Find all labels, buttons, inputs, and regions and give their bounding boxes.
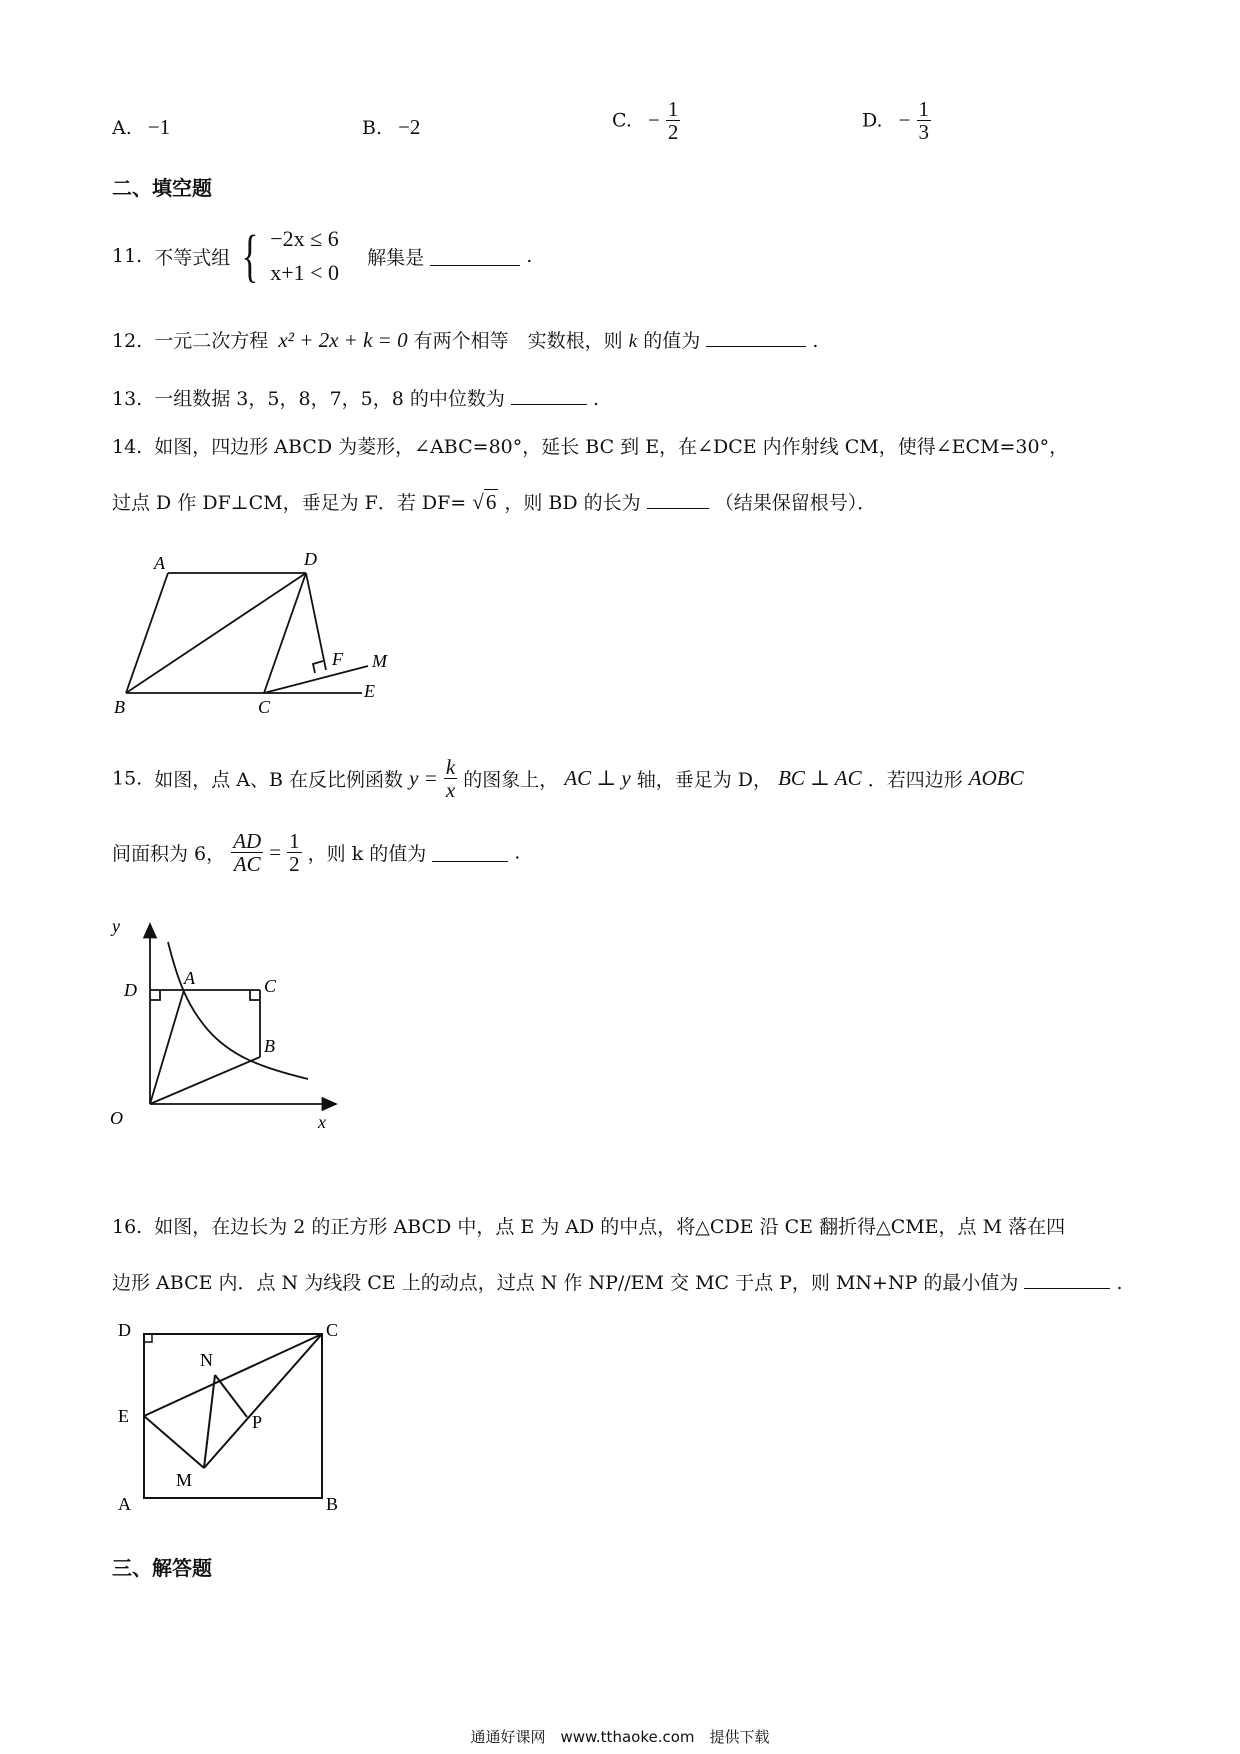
q14-sqrt-value: 6 [485,490,497,514]
q14-right-angle-mark [313,661,323,673]
q16-label-a: A [118,1494,131,1514]
q15-label-o: O [110,1108,123,1128]
q15-func-den: x [445,778,456,803]
q15-line1-b: 的图象上， [463,769,559,792]
q11-prefix: 不等式组 [154,246,231,269]
q15-line2-a: 间面积为 6， [112,843,226,866]
q15-right-angle-c [250,990,260,1000]
q15-line1-g: AOBC [968,766,1024,791]
q15-half-num: 1 [289,829,300,853]
q15-label-b: B [264,1036,275,1056]
q14-seg-df [306,573,326,670]
q14-label-m: M [372,651,387,671]
question-14-line1 [112,432,1068,459]
q14-label-f: F [332,649,343,669]
option-d-label: D. [862,109,883,132]
q16-label-p: P [252,1412,263,1432]
option-c-fraction [666,98,681,143]
q13-answer-blank[interactable] [511,386,587,405]
q15-line1-a: 如图，点 A、B 在反比例函数 [154,769,404,792]
q14-label-d: D [304,549,317,569]
q14-side-cd [264,573,306,693]
q15-eq: = [269,840,282,865]
q16-right-angle-d [144,1334,152,1342]
section-3-heading: 三、解答题 [112,1556,212,1580]
option-c-sign: − [647,108,660,133]
q15-ratio-num: AD [233,829,262,853]
q16-seg-mc [204,1334,322,1468]
option-b-label: B. [362,117,383,139]
option-a [112,115,170,140]
option-c-den: 2 [667,120,679,145]
q11-suffix: 解集是 [367,246,425,269]
q14-answer-blank[interactable] [647,490,709,509]
q15-func-lhs: y = [409,766,438,791]
option-d-sign: − [898,108,911,133]
q15-seg-ob [150,1057,260,1104]
q11-brace: { [241,223,259,289]
q12-prefix: 一元二次方程 [154,330,269,352]
q14-line1: 如图，四边形 ABCD 为菱形，∠ABC=80°，延长 BC 到 E，在∠DCE 内作射线 CM，使得∠ECM=30°， [154,436,1069,458]
q16-seg-mn [204,1375,215,1468]
q14-label-c: C [258,697,271,717]
q13-text: 一组数据 3，5，8，7，5，8 的中位数为 [154,388,505,410]
q15-right-angle-d [150,990,160,1000]
q15-label-y: y [112,916,120,936]
q16-number: 16. [112,1216,143,1238]
q15-hyperbola [168,942,308,1079]
q14-label-a: A [154,553,165,573]
q16-line1: 如图，在边长为 2 的正方形 ABCD 中，点 E 为 AD 的中点，将△CDE 沿 CE 翻折得△CME，点 M 落在四 [154,1216,1066,1238]
q16-seg-em [144,1416,204,1468]
q12-answer-blank[interactable] [706,328,806,347]
q14-side-ab [126,573,168,693]
q15-line1-f: ．若四边形 [867,769,963,792]
q12-middle: 有两个相等 实数根，则 [413,330,623,352]
q14-diag-bd [126,573,306,693]
option-c-label: C. [612,109,632,132]
q15-line2-b: ，则 k 的值为 [307,843,427,866]
question-12: 12. 一元二次方程 x² + 2x + k = 0 有两个相等 实数根，则 k 的值为 . [112,328,819,352]
q14-number: 14. [112,436,143,458]
q15-seg-oa [150,990,184,1104]
q11-line2: x+1 < 0 [270,260,340,286]
q16-label-b: B [326,1494,339,1514]
question-11: 11. 不等式组 { −2x ≤ 6 x+1 < 0 解集是 . [112,222,532,290]
q16-label-c: C [326,1320,339,1340]
question-15-line2: 间面积为 6， $\frac{AD}{AC}$ = $\frac{1}{2}$ ，则 k 的值为 . [112,829,521,877]
option-d-num: 1 [918,97,930,121]
q14-figure [110,545,400,715]
question-16-line2: 边形 ABCE 内．点 N 为线段 CE 上的动点，过点 N 作 NP//EM 交 MC 于点 P，则 MN+NP 的最小值为 . [112,1272,1123,1294]
q14-label-e: E [364,681,375,701]
option-d-den: 3 [918,120,930,145]
q15-line1-e: BC ⊥ AC [778,766,862,791]
option-c-num: 1 [667,97,679,121]
q12-suffix: 的值为 [643,330,701,352]
q15-answer-blank[interactable] [432,843,508,862]
q16-line2: 边形 ABCE 内．点 N 为线段 CE 上的动点，过点 N 作 NP//EM 交 MC 于点 P，则 MN+NP 的最小值为 [112,1272,1019,1294]
q13-number: 13. [112,388,143,410]
question-14-line2 [112,488,876,515]
q14-line2-c: （结果保留根号）． [714,492,877,514]
q14-sqrt: √6 [472,490,497,514]
q15-half-den: 2 [289,852,300,877]
q15-figure [110,912,348,1137]
q15-label-c: C [264,976,277,996]
q14-line2-a: 过点 D 作 DF⊥CM，垂足为 F．若 DF= [112,492,467,514]
q15-ratio-fraction [231,830,263,875]
q15-func-fraction [444,756,457,801]
option-a-label: A. [112,117,132,139]
q11-line1: −2x ≤ 6 [270,226,339,251]
q15-label-x: x [318,1112,326,1132]
q14-ray-cm [264,666,368,693]
page-footer: 通通好课网 www.tthaoke.com 提供下载 [470,1728,770,1746]
q16-label-e: E [118,1406,129,1426]
q15-label-a: A [184,968,195,988]
q12-number: 12. [112,330,143,352]
q12-var: k [628,331,638,352]
q12-equation: x² + 2x + k = 0 [278,328,408,352]
option-b-value: −2 [398,115,421,139]
q16-label-m: M [176,1470,193,1490]
q11-number: 11. [112,245,143,268]
question-13: 13. 一组数据 3，5，8，7，5，8 的中位数为 . [112,388,600,410]
q15-line1-c: AC ⊥ y [564,766,631,791]
q11-system [270,222,339,290]
q16-seg-ce [144,1334,322,1416]
q15-line1-d: 轴，垂足为 D， [636,769,773,792]
q16-answer-blank[interactable] [1024,1270,1110,1289]
q16-square [144,1334,322,1498]
option-b [362,115,420,140]
q15-half-fraction [287,830,302,875]
q16-seg-np [215,1375,247,1417]
option-c [612,98,680,143]
section-2-heading: 二、填空题 [112,176,212,200]
q15-ratio-den: AC [233,852,261,877]
option-a-value: −1 [147,115,171,139]
q15-func-num: k [445,755,456,779]
q16-label-n: N [200,1350,213,1370]
q15-number: 15. [112,767,143,790]
q11-answer-blank[interactable] [430,247,520,266]
question-16-line1 [112,1212,1065,1239]
option-d [862,98,931,143]
q15-label-d: D [124,980,137,1000]
q16-label-d: D [118,1320,131,1340]
q16-figure [112,1320,352,1514]
q14-label-b: B [114,697,125,717]
q14-line2-b: ，则 BD 的长为 [504,492,641,514]
option-d-fraction [917,98,932,143]
question-15-line1 [112,756,1024,801]
